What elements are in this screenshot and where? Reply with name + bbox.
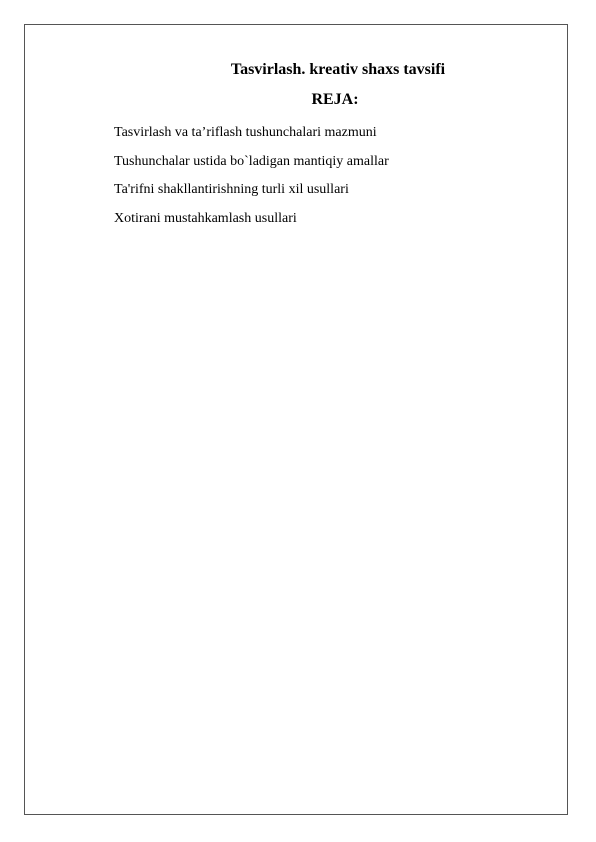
plan-item-2: Tushunchalar ustida bo`ladigan mantiqiy amallar [114, 153, 389, 169]
plan-item-3: Ta'rifni shakllantirishning turli xil usullari [114, 182, 349, 198]
document-title: Tasvirlash. kreativ shaxs tavsifi [230, 61, 446, 78]
plan-item-4: Xotirani mustahkamlash usullari [114, 211, 297, 227]
plan-item-1: Tasvirlash va ta’riflash tushunchalari mazmuni [114, 125, 377, 140]
plan-list [114, 119, 389, 234]
plan-heading: REJA: [311, 91, 359, 108]
